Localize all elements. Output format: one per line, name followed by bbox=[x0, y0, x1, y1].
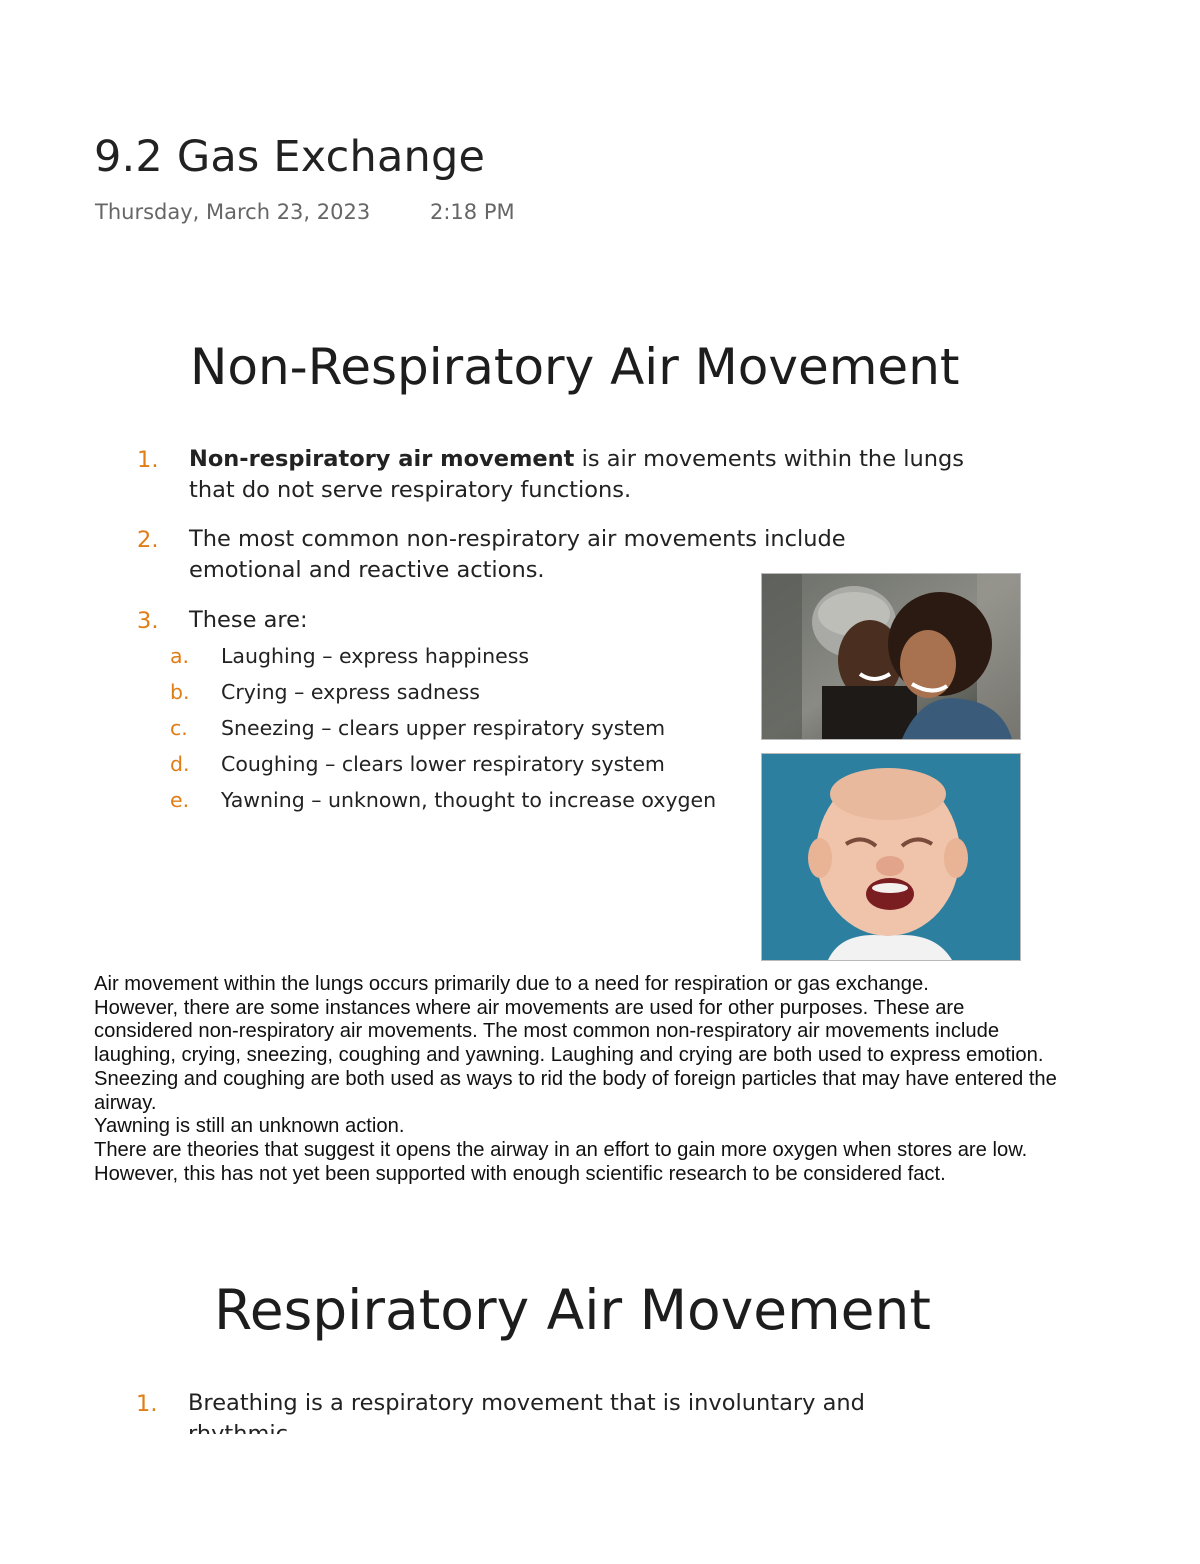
list-item-text: The most common non-respiratory air movements include bbox=[189, 526, 846, 552]
sub-list-letter: d. bbox=[170, 752, 190, 776]
crying-baby-photo bbox=[761, 753, 1021, 961]
sub-list-item: Yawning – unknown, thought to increase oxygen bbox=[221, 788, 717, 812]
list-number: 1. bbox=[137, 447, 159, 473]
list-item-text: Breathing is a respiratory movement that is involuntary and bbox=[188, 1390, 865, 1416]
notes-line: There are theories that suggest it opens the airway in an effort to gain more oxygen when stores are low. bbox=[94, 1138, 1028, 1161]
list-item-text-rest: is air movements within the lungs bbox=[574, 446, 964, 472]
notes-line: laughing, crying, sneezing, coughing and yawning. Laughing and crying are both used to express emotion. bbox=[94, 1044, 1044, 1067]
notes-body bbox=[94, 973, 1200, 1186]
slide-heading-respiratory: Respiratory Air Movement bbox=[214, 1278, 931, 1342]
sub-list-letter: e. bbox=[170, 788, 190, 812]
page-date: Thursday, March 23, 2023 bbox=[95, 200, 371, 224]
sub-list-item: Laughing – express happiness bbox=[221, 644, 530, 668]
list-item-text: that do not serve respiratory functions. bbox=[189, 477, 632, 503]
sub-list-letter: a. bbox=[170, 644, 190, 668]
page-time: 2:18 PM bbox=[430, 200, 515, 224]
notes-line: However, this has not yet been supported with enough scientific research to be considered fact. bbox=[94, 1162, 946, 1185]
notes-line: Yawning is still an unknown action. bbox=[94, 1115, 405, 1138]
sub-list-letter: c. bbox=[170, 716, 188, 740]
list-number: 1. bbox=[136, 1391, 158, 1417]
list-item-text: These are: bbox=[189, 607, 308, 633]
page-title: 9.2 Gas Exchange bbox=[94, 132, 486, 182]
sub-list-item: Sneezing – clears upper respiratory system bbox=[221, 716, 666, 740]
list-number: 2. bbox=[137, 527, 159, 553]
notes-line: Air movement within the lungs occurs primarily due to a need for respiration or gas exchange. bbox=[94, 973, 929, 995]
sub-list-letter: b. bbox=[170, 680, 190, 704]
sub-list-item: Coughing – clears lower respiratory system bbox=[221, 752, 665, 776]
bold-term: Non-respiratory air movement bbox=[189, 446, 575, 472]
notes-line: Sneezing and coughing are both used as ways to rid the body of foreign particles that may have entered the bbox=[94, 1067, 1057, 1090]
page-clip bbox=[0, 1434, 1200, 1564]
slide-heading-non-respiratory: Non-Respiratory Air Movement bbox=[190, 338, 960, 396]
list-number: 3. bbox=[137, 608, 159, 634]
notes-line: considered non-respiratory air movements. The most common non-respiratory air movements include bbox=[94, 1020, 1000, 1043]
sub-list-item: Crying – express sadness bbox=[221, 680, 480, 704]
list-item-text bbox=[189, 444, 964, 475]
laughing-photo bbox=[761, 573, 1021, 740]
notes-line: However, there are some instances where air movements are used for other purposes. These are bbox=[94, 996, 965, 1019]
list-item-text: emotional and reactive actions. bbox=[189, 557, 545, 583]
notes-line: airway. bbox=[94, 1091, 157, 1114]
